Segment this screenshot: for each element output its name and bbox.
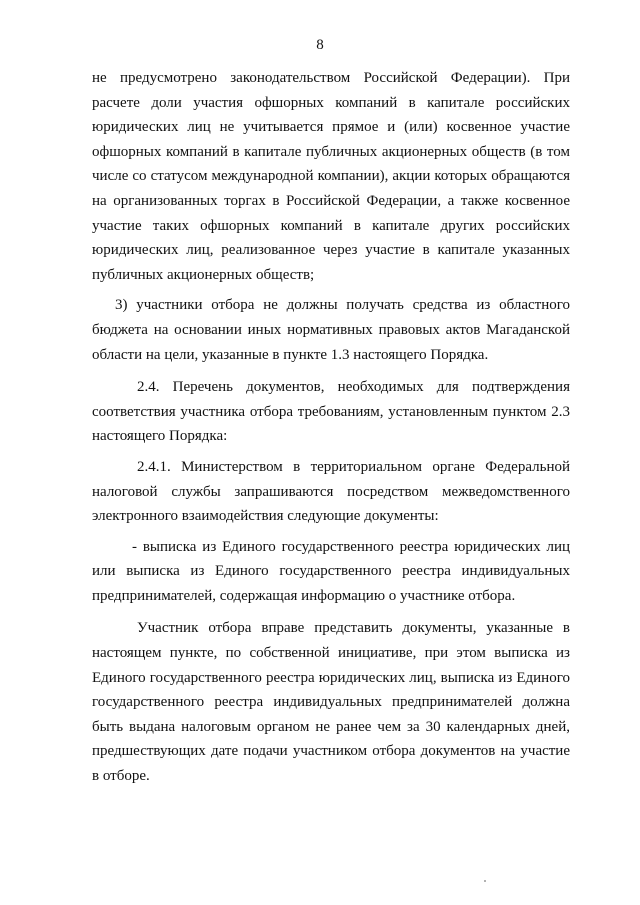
- scan-dot-mark: [484, 880, 486, 882]
- document-body: [92, 66, 570, 789]
- paragraph-offshore-participation: не предусмотрено законодательством Российской Федерации). При расчете доли участия офшорных компаний в капитале российских юридических лиц не учитывается прямое и (или) косвенное участие офшорных компаний в капитале публичных акционерных обществ (в том числе со статусом международной компании), акции которых обращаются на организованных торгах в Российской Федерации, а также косвенное участие таких офшорных компаний в капитале других российских юридических лиц, реализованное через участие в капитале указанных публичных акционерных обществ;: [92, 70, 570, 283]
- paragraph-2-4: 2.4. Перечень документов, необходимых для подтверждения соответствия участника отбора требованиям, установленным пунктом 2.3 настоящего Порядка:: [92, 379, 570, 445]
- page-number: 8: [316, 37, 324, 53]
- paragraph-item-3: 3) участники отбора не должны получать средства из областного бюджета на основании иных нормативных правовых актов Магаданской области на цели, указанные в пункте 1.3 настоящего Порядка.: [92, 297, 570, 363]
- paragraph-2-4-1: 2.4.1. Министерством в территориальном органе Федеральной налоговой службы запрашиваются посредством межведомственного электронного взаимодействия следующие документы:: [92, 458, 570, 525]
- paragraph-extract-item: - выписка из Единого государственного реестра юридических лиц или выписка из Единого государственного реестра индивидуальных предпринимателей, содержащая информацию о участнике отбора.: [92, 538, 570, 604]
- paragraph-participant-right: Участник отбора вправе представить документы, указанные в настоящем пункте, по собственной инициативе, при этом выписка из Единого государственного реестра юридических лиц, выписка из Единого государственного реестра индивидуальных предпринимателей должна быть выдана налоговым органом не ранее чем за 30 календарных дней, предшествующих дате подачи участником отбора документов на участие в отборе.: [92, 620, 570, 785]
